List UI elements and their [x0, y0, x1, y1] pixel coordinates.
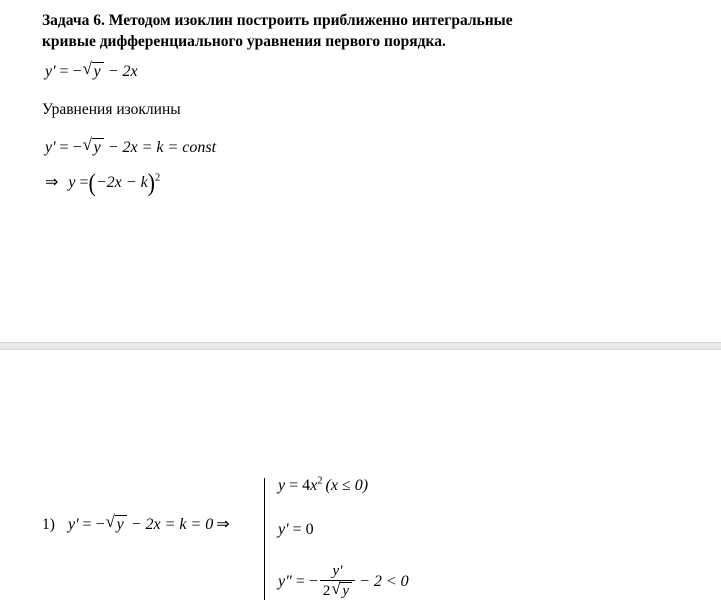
den-coefficient: 2: [322, 583, 331, 599]
sqrt-group: [105, 512, 127, 533]
row2-lhs: y': [278, 520, 289, 538]
system-row-1: [278, 475, 409, 494]
equation-main-equals: =: [59, 63, 69, 80]
equation-isocline-minus: −: [72, 139, 82, 156]
implies-inner: −2x − k: [95, 174, 148, 191]
sqrt-group: [82, 59, 104, 80]
equation-isocline-equals: =: [59, 139, 69, 156]
item1-system: [258, 475, 409, 600]
implies-equals: =: [79, 174, 89, 191]
sqrt-radicand: y: [92, 62, 104, 80]
item1-lhs: y': [68, 516, 79, 533]
sqrt-group: [82, 135, 104, 156]
row1-coef: 4: [302, 477, 311, 494]
row3-equals: =: [295, 573, 305, 591]
equation-isocline-lhs: y': [45, 139, 56, 156]
sqrt-radicand: y: [92, 138, 104, 156]
sqrt-radicand: y: [115, 515, 127, 533]
item1-equals: =: [82, 516, 92, 533]
row1-exponent: 2: [317, 475, 323, 487]
row3-tail: − 2 < 0: [359, 573, 409, 591]
row3-fraction: [320, 564, 355, 599]
paren-open: (: [88, 168, 96, 197]
system-brace: [258, 478, 272, 600]
equation-main-minus: −: [72, 63, 82, 80]
sqrt-icon: √: [331, 579, 341, 598]
item1-minus: −: [95, 516, 105, 533]
row2-rhs: 0: [305, 520, 314, 538]
sqrt-icon: √: [82, 135, 92, 154]
equation-isocline: [45, 135, 217, 156]
item1-equation: [68, 512, 230, 533]
implies-arrow-icon: ⇒: [45, 174, 59, 191]
page-break-divider: [0, 342, 721, 350]
task-title-line2: кривые дифференциального уравнения первого порядка.: [42, 33, 446, 50]
item1-implies-arrow-icon: ⇒: [216, 516, 230, 533]
fraction-denominator: [320, 581, 355, 599]
equation-implies: [45, 168, 161, 197]
sqrt-icon: √: [105, 512, 115, 531]
sqrt-radicand: y: [340, 582, 352, 599]
row3-minus: −: [308, 573, 318, 591]
item1-number: 1): [42, 516, 55, 533]
task-number: Задача 6.: [42, 12, 105, 29]
row1-equals: =: [289, 477, 299, 494]
isocline-label: Уравнения изоклины: [42, 101, 181, 118]
row3-lhs: y": [278, 573, 292, 591]
equation-main: [45, 59, 138, 80]
sqrt-group: [331, 579, 352, 599]
item1-rest: − 2x = k = 0: [130, 516, 214, 533]
sqrt-icon: √: [82, 59, 92, 78]
equation-isocline-rest: − 2x = k = const: [107, 139, 217, 156]
row1-lhs: y: [278, 477, 286, 494]
implies-lhs: y: [68, 174, 76, 191]
implies-exponent: 2: [155, 172, 161, 184]
system-row-3: [278, 565, 409, 600]
paren-close: ): [147, 168, 155, 197]
system-row-2: [278, 522, 409, 538]
equation-main-rest: − 2x: [107, 63, 138, 80]
row1-var: x: [310, 477, 318, 494]
equation-main-lhs: y': [45, 63, 56, 80]
page-title: [42, 10, 680, 52]
task-title-line1: Методом изоклин построить приближенно интегральные: [108, 12, 513, 29]
row1-condition: (x ≤ 0): [325, 477, 369, 494]
row2-equals: =: [292, 520, 302, 538]
fraction-numerator: y': [320, 564, 355, 581]
